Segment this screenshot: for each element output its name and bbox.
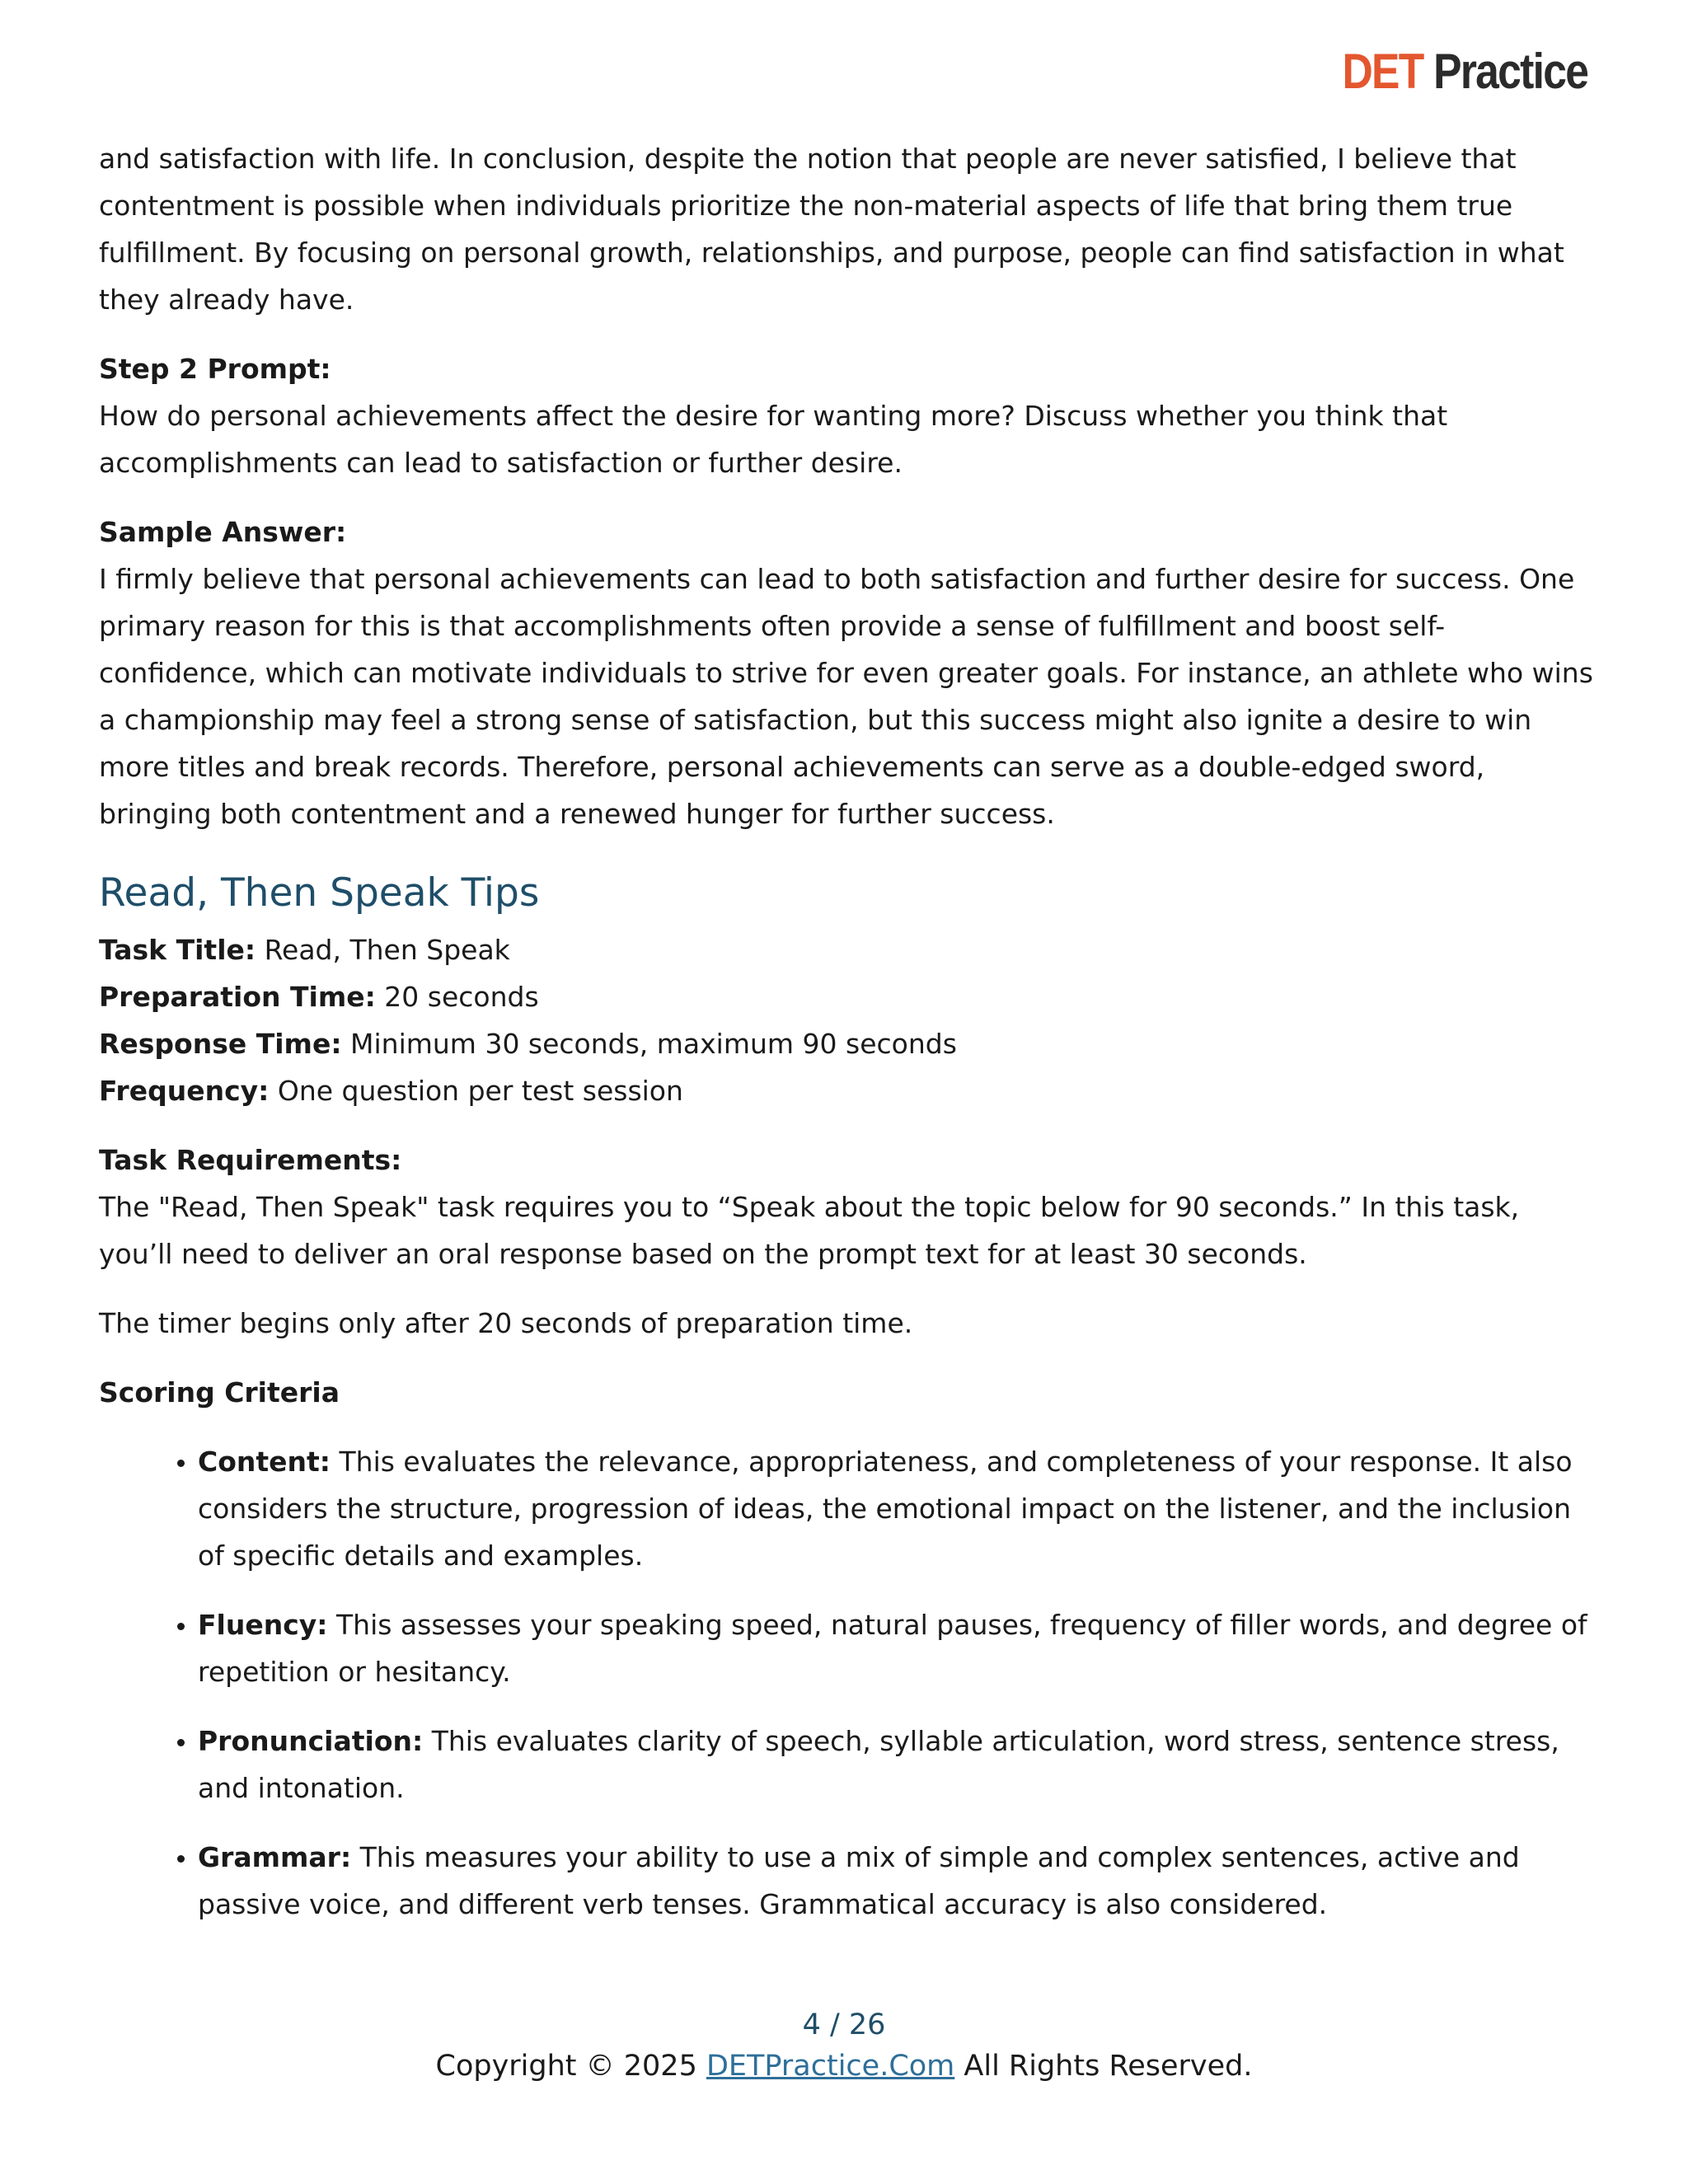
scoring-term: Grammar: xyxy=(198,1841,352,1873)
scoring-list xyxy=(99,1438,1597,1928)
sample-answer-text: I firmly believe that personal achievements can lead to both satisfaction and further desire for success. One primary reason for this is that accomplishments often provide a sense of fulfillment and boost self-confidence, which can motivate individuals to strive for even greater goals. For instance, an athlete who wins a championship may feel a strong sense of satisfaction, but this success might also ignite a desire to win more titles and break records. Therefore, personal achievements can serve as a double-edged sword, bringing both contentment and a renewed hunger for further success. xyxy=(99,563,1593,830)
sample-answer-label: Sample Answer: xyxy=(99,516,347,548)
page-content xyxy=(99,135,1597,1950)
copyright-suffix: All Rights Reserved. xyxy=(954,2050,1253,2083)
scoring-desc: This measures your ability to use a mix of simple and complex sentences, active and passive voice, and different verb tenses. Grammatical accuracy is also considered. xyxy=(198,1841,1520,1920)
step2-label: Step 2 Prompt: xyxy=(99,353,331,385)
requirements-text: The "Read, Then Speak" task requires you to “Speak about the topic below for 90 seconds.” In this task, you’ll need to deliver an oral response based on the prompt text for at least 30 seconds. xyxy=(99,1191,1520,1270)
scoring-desc: This evaluates clarity of speech, syllable articulation, word stress, sentence stress, and intonation. xyxy=(198,1725,1559,1804)
brand-logo xyxy=(1342,43,1587,100)
logo-practice: Practice xyxy=(1432,44,1587,99)
copyright-prefix: Copyright © 2025 xyxy=(435,2050,706,2083)
task-title-value: Read, Then Speak xyxy=(256,934,510,966)
prep-time-row xyxy=(99,973,1597,1020)
frequency-value: One question per test session xyxy=(269,1075,683,1107)
task-title-row xyxy=(99,926,1597,973)
task-title-label: Task Title: xyxy=(99,934,256,966)
scoring-term: Content: xyxy=(198,1446,331,1478)
scoring-item-grammar xyxy=(198,1834,1597,1928)
scoring-item-fluency xyxy=(198,1601,1597,1695)
response-time-value: Minimum 30 seconds, maximum 90 seconds xyxy=(341,1028,957,1060)
site-link[interactable]: DETPractice.Com xyxy=(706,2050,955,2083)
response-time-label: Response Time: xyxy=(99,1028,342,1060)
scoring-desc: This evaluates the relevance, appropriateness, and completeness of your response. It also considers the structure, progression of ideas, the emotional impact on the listener, and the inclusion of specific details and examples. xyxy=(198,1446,1573,1572)
scoring-desc: This assesses your speaking speed, natural pauses, frequency of filler words, and degree of repetition or hesitancy. xyxy=(198,1609,1587,1688)
prep-time-value: 20 seconds xyxy=(375,981,539,1013)
frequency-row xyxy=(99,1067,1597,1114)
step2-text: How do personal achievements affect the desire for wanting more? Discuss whether you think that accomplishments can lead to satisfaction or further desire. xyxy=(99,400,1448,479)
response-time-row xyxy=(99,1020,1597,1067)
page-footer xyxy=(0,2004,1688,2087)
section-heading: Read, Then Speak Tips xyxy=(99,870,540,916)
logo-det: DET xyxy=(1342,44,1423,99)
requirements-label: Task Requirements: xyxy=(99,1144,402,1176)
scoring-label: Scoring Criteria xyxy=(99,1376,340,1408)
scoring-item-content xyxy=(198,1438,1597,1579)
page-number: 4 / 26 xyxy=(802,2008,886,2041)
scoring-term: Fluency: xyxy=(198,1609,328,1641)
frequency-label: Frequency: xyxy=(99,1075,270,1107)
scoring-term: Pronunciation: xyxy=(198,1725,424,1757)
intro-paragraph: and satisfaction with life. In conclusion, despite the notion that people are never satisfied, I believe that contentment is possible when individuals prioritize the non-material aspects of life that bring them true fulfillment. By focusing on personal growth, relationships, and purpose, people can find satisfaction in what they already have. xyxy=(99,143,1564,316)
timer-note: The timer begins only after 20 seconds of preparation time. xyxy=(99,1307,913,1339)
copyright-line xyxy=(0,2046,1688,2087)
prep-time-label: Preparation Time: xyxy=(99,981,376,1013)
scoring-item-pronunciation xyxy=(198,1718,1597,1811)
